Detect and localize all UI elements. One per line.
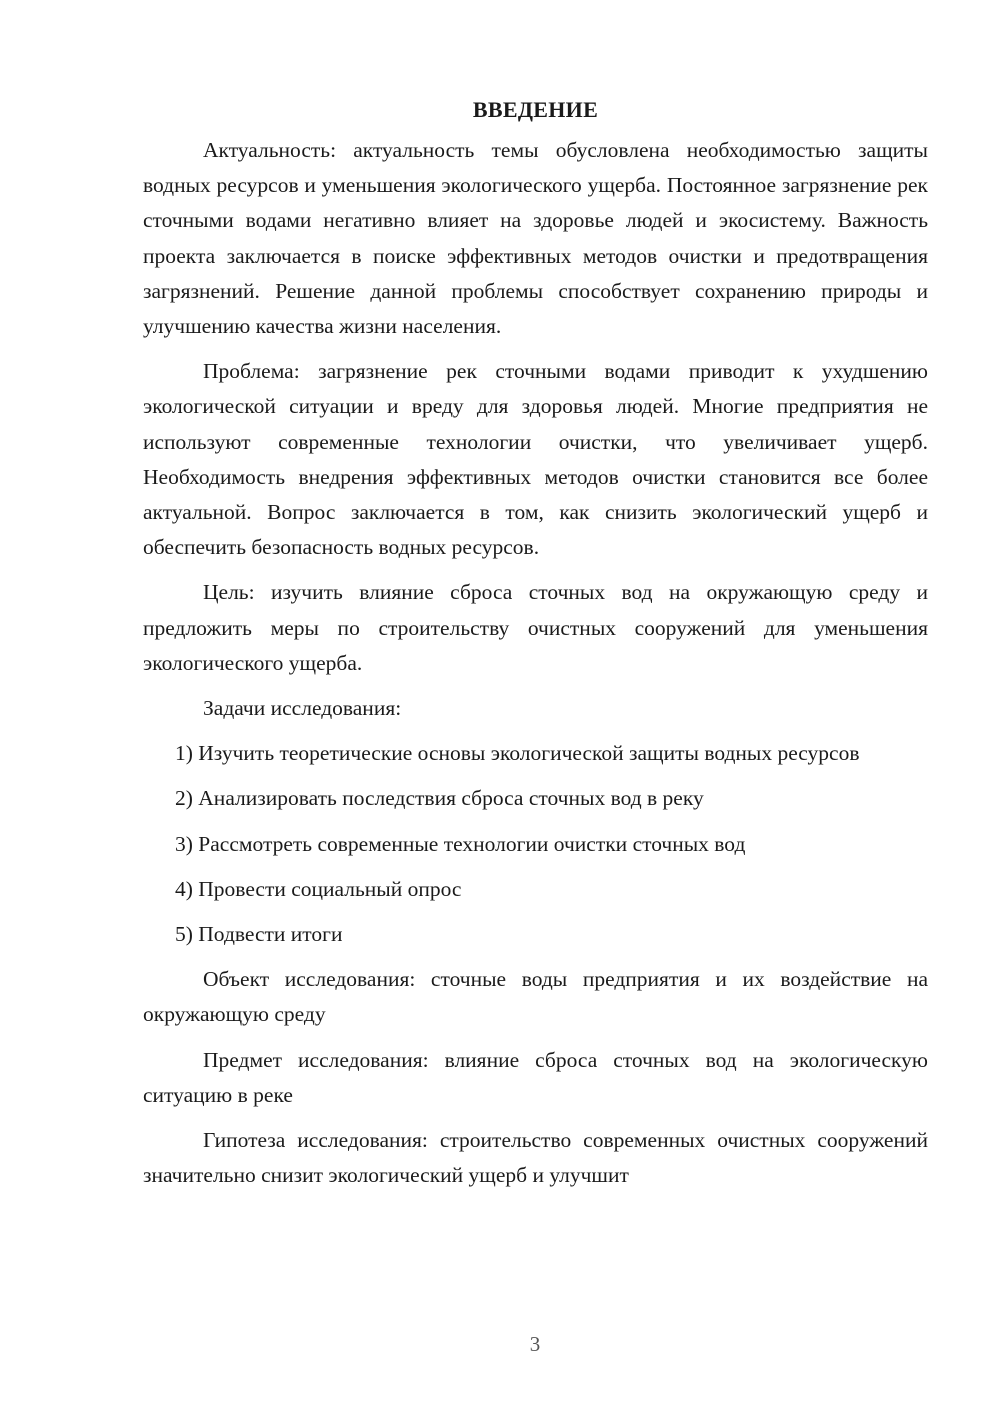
hypothesis-paragraph: Гипотеза исследования: строительство современных очистных сооружений значительно снизит экологический ущерб и улучшит bbox=[143, 1128, 928, 1188]
task-item: 2) Анализировать последствия сброса сточных вод в реку bbox=[175, 786, 704, 811]
problem-paragraph: Проблема: загрязнение рек сточными водами приводит к ухудшению экологической ситуации и вреду для здоровья людей. Многие предприятия не используют современные технологии очистки, что увеличивает ущерб. Необходимость внедрения эффективных методов очистки становится все более актуальной. Вопрос заключается в том, как снизить экологический ущерб и обеспечить безопасность водных ресурсов. bbox=[143, 359, 928, 560]
page-number: 3 bbox=[529, 1332, 541, 1356]
task-item: 4) Провести социальный опрос bbox=[175, 876, 462, 901]
goal-paragraph: Цель: изучить влияние сброса сточных вод на окружающую среду и предложить меры по строительству очистных сооружений для уменьшения экологического ущерба. bbox=[143, 580, 928, 675]
subject-paragraph: Предмет исследования: влияние сброса сточных вод на экологическую ситуацию в реке bbox=[143, 1047, 928, 1107]
relevance-paragraph: Актуальность: актуальность темы обусловлена необходимостью защиты водных ресурсов и уменьшения экологического ущерба. Постоянное загрязнение рек сточными водами негативно влияет на здоровье людей и экосистему. Важность проекта заключается в поиске эффективных методов очистки и предотвращения загрязнений. Решение данной проблемы способствует сохранению природы и улучшению качества жизни населения. bbox=[143, 138, 928, 339]
page-title: ВВЕДЕНИЕ bbox=[472, 97, 599, 122]
task-item: 5) Подвести итоги bbox=[175, 922, 343, 947]
task-item: 1) Изучить теоретические основы экологической защиты водных ресурсов bbox=[175, 741, 860, 766]
task-item: 3) Рассмотреть современные технологии очистки сточных вод bbox=[175, 831, 746, 856]
document-page bbox=[143, 90, 928, 1203]
object-paragraph: Объект исследования: сточные воды предприятия и их воздействие на окружающую среду bbox=[143, 967, 928, 1027]
tasks-heading: Задачи исследования: bbox=[203, 696, 402, 721]
